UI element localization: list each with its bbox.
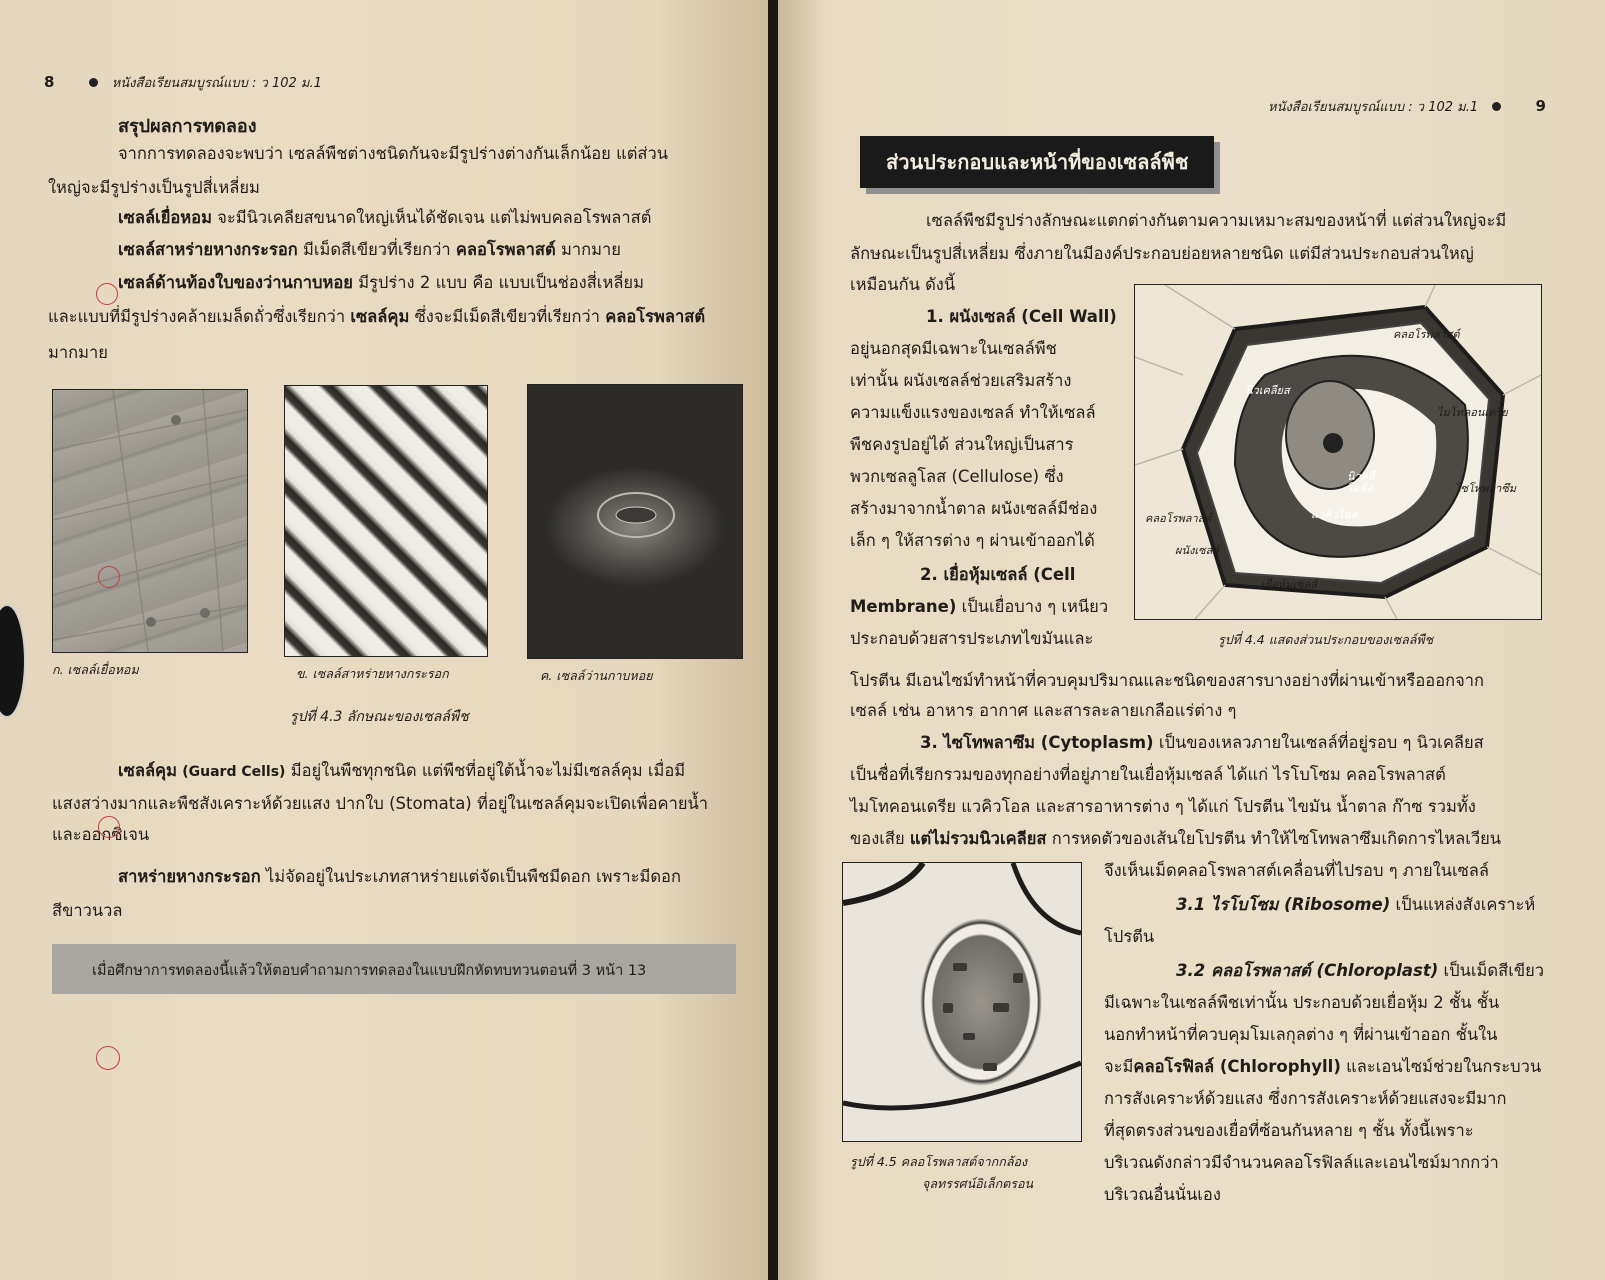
- hydrilla-text2: มากมาย: [560, 240, 621, 259]
- hydrilla-bold: เซลล์สาหร่ายหางกระรอก: [118, 240, 298, 259]
- membrane-line-1: [850, 590, 1108, 624]
- guard-bold: เซลล์คุม: [118, 761, 177, 780]
- guard-en: (Guard Cells): [182, 764, 286, 780]
- right-page: [778, 0, 1605, 1280]
- cell-wall-line: อยู่นอกสุดมีเฉพาะในเซลล์พืช: [850, 339, 1057, 358]
- cytoplasm-line: ไมโทคอนเดรีย แวคิวโอล และสารอาหารต่าง ๆ ได้แก่ โปรตีน ไขมัน น้ำตาล ก๊าซ รวมทั้ง: [850, 797, 1476, 816]
- section-title: ส่วนประกอบและหน้าที่ของเซลล์พืช: [860, 136, 1214, 188]
- chloroplast-more-line: ที่สุดตรงส่วนของเยื่อที่ซ้อนกันหลาย ๆ ชั้น ทั้งนี้เพราะ: [1104, 1121, 1474, 1140]
- algae-bold: สาหร่ายหางกระรอก: [118, 867, 261, 886]
- figure-4-3-title: รูปที่ 4.3 ลักษณะของเซลล์พืช: [290, 709, 469, 725]
- onion-paragraph: [118, 201, 651, 235]
- hydrilla-bold2: คลอโรพลาสต์: [455, 240, 556, 259]
- caption-hydrilla: ข. เซลล์สาหร่ายหางกระรอก: [296, 666, 449, 681]
- ribosome-heading: 3.1 ไรโบโซม (Ribosome): [1176, 895, 1391, 914]
- label-vacuole: แวคิวโอล: [1311, 508, 1358, 521]
- cell-wall-line: ความแข็งแรงของเซลล์ ทำให้เซลล์: [850, 403, 1096, 422]
- summary-heading: สรุปผลการทดลอง: [118, 116, 257, 137]
- membrane-line-3: โปรตีน มีเอนไซม์ทำหน้าที่ควบคุมปริมาณและชนิดของสารบางอย่างที่ผ่านเข้าหรือออกจาก: [850, 671, 1485, 690]
- figure-4-5-caption-1: รูปที่ 4.5 คลอโรพลาสต์จากกล้อง: [850, 1154, 1028, 1169]
- hydrilla-text: มีเม็ดสีเขียวที่เรียกว่า: [303, 240, 451, 259]
- cytoplasm-line-4: [850, 822, 1501, 856]
- summary-intro: จากการทดลองจะพบว่า เซลล์พืชต่างชนิดกันจะมีรูปร่างต่างกันเล็กน้อย แต่ส่วน: [118, 144, 669, 163]
- label-cell-membrane: เยื่อหุ้มเซลล์: [1261, 578, 1318, 591]
- guard-paragraph: [118, 754, 685, 789]
- cell-wall-line: พวกเซลลูโลส (Cellulose) ซึ่ง: [850, 467, 1064, 486]
- rhoeo-paragraph: [118, 266, 644, 300]
- label-nucleus: นิวเคลียส: [1245, 384, 1290, 397]
- onion-text: จะมีนิวเคลียสขนาดใหญ่เห็นได้ชัดเจน แต่ไม่พบคลอโรพลาสต์: [217, 208, 652, 227]
- cell-wall-line: เล็ก ๆ ให้สารต่าง ๆ ผ่านเข้าออกได้: [850, 531, 1095, 550]
- rhoeo-line2-c: ซึ่งจะมีเม็ดสีเขียวที่เรียกว่า: [414, 307, 600, 326]
- guard-text: มีอยู่ในพืชทุกชนิด แต่พืชที่อยู่ใต้น้ำจะไม่มีเซลล์คุม เมื่อมี: [290, 761, 686, 780]
- cell-diagram-drawing: [1135, 285, 1541, 619]
- left-header: [44, 72, 322, 93]
- right-page-number: 9: [1535, 97, 1546, 115]
- chloroplast-line-3: [1104, 1050, 1541, 1084]
- algae-text: ไม่จัดอยู่ในประเภทสาหร่ายแต่จัดเป็นพืชมีดอก เพราะมีดอก: [265, 867, 681, 886]
- hydrilla-cell-photo: [284, 385, 488, 657]
- chloroplast-micrograph: [842, 862, 1082, 1142]
- red-mark-circle: [98, 566, 120, 588]
- figure-4-4-caption: รูปที่ 4.4 แสดงส่วนประกอบของเซลล์พืช: [1218, 632, 1434, 647]
- guard-line3: และออกซิเจน: [52, 825, 150, 844]
- membrane-heading: 2. เยื่อหุ้มเซลล์ (Cell: [920, 565, 1076, 584]
- cytoplasm-line4-b: แต่ไม่รวมนิวเคลียส: [909, 829, 1047, 848]
- cytoplasm-line: เป็นชื่อที่เรียกรวมของทุกอย่างที่อยู่ภายในเยื่อหุ้มเซลล์ ได้แก่ ไรโบโซม คลอโรพลาสต์: [850, 765, 1446, 784]
- rhoeo-bold: เซลล์ด้านท้องใบของว่านกาบหอย: [118, 273, 353, 292]
- exercise-note-bar: [52, 944, 736, 994]
- membrane-line-2: ประกอบด้วยสารประเภทไขมันและ: [850, 629, 1094, 648]
- chloroplast-heading: 3.2 คลอโรพลาสต์ (Chloroplast): [1176, 961, 1439, 980]
- label-cell-wall: ผนังเซลล์: [1175, 544, 1220, 557]
- cytoplasm-heading: 3. ไซโทพลาซึม (Cytoplasm): [920, 733, 1154, 752]
- summary-intro-cont: ใหญ่จะมีรูปร่างเป็นรูปสี่เหลี่ยม: [48, 178, 260, 197]
- cell-diagram: [1134, 284, 1542, 620]
- cytoplasm-line4-c: การหดตัวของเส้นใยโปรตีน ทำให้ไซโทพลาซึมเกิดการไหลเวียน: [1051, 829, 1502, 848]
- ribosome-line2: โปรตีน: [1104, 927, 1155, 946]
- red-mark-circle: [98, 816, 120, 838]
- chloroplast-line3-a: จะมี: [1104, 1057, 1134, 1076]
- cytoplasm-text: เป็นของเหลวภายในเซลล์ที่อยู่รอบ ๆ นิวเคลียส: [1158, 733, 1484, 752]
- cell-wall-line: สร้างมาจากน้ำตาล ผนังเซลล์มีช่อง: [850, 499, 1098, 518]
- membrane-text1: เป็นเยื่อบาง ๆ เหนียว: [961, 597, 1109, 616]
- left-page-number: 8: [44, 73, 55, 91]
- caption-rhoeo: ค. เซลล์ว่านกาบหอย: [540, 668, 653, 683]
- cell-wall-line: พืชคงรูปอยู่ได้ ส่วนใหญ่เป็นสาร: [850, 435, 1074, 454]
- cell-wall-heading: 1. ผนังเซลล์ (Cell Wall): [926, 307, 1117, 326]
- right-header: [1268, 96, 1546, 117]
- cytoplasm-line-5: จึงเห็นเม็ดคลอโรพลาสต์เคลื่อนที่ไปรอบ ๆ ภายในเซลล์: [1104, 861, 1490, 880]
- red-mark-circle: [96, 1046, 120, 1070]
- chloroplast-text: เป็นเม็ดสีเขียว: [1443, 961, 1545, 980]
- chloroplast-line: นอกทำหน้าที่ควบคุมโมเลกุลต่าง ๆ ที่ผ่านเข้าออก ชั้นใน: [1104, 1025, 1498, 1044]
- rhoeo-text: มีรูปร่าง 2 แบบ คือ แบบเป็นช่องสี่เหลี่ยม: [358, 273, 644, 292]
- right-header-title: หนังสือเรียนสมบูรณ์แบบ : ว 102 ม.1: [1268, 100, 1479, 115]
- caption-onion: ก. เซลล์เยื่อหอม: [52, 662, 139, 677]
- binder-ring: [0, 604, 26, 718]
- hydrilla-paragraph: [118, 233, 621, 267]
- cytoplasm-line4-a: ของเสีย: [850, 829, 905, 848]
- intro-line-3: เหมือนกัน ดังนี้: [850, 275, 956, 294]
- chloroplast-more-line: การสังเคราะห์ด้วยแสง ซึ่งการสังเคราะห์ด้วยแสงจะมีมาก: [1104, 1089, 1507, 1108]
- algae-line2: สีขาวนวล: [52, 901, 123, 920]
- rhoeo-line2-b: เซลล์คุม: [350, 307, 410, 326]
- chloroplast-paragraph: [1176, 954, 1544, 988]
- bullet-icon: [1492, 102, 1501, 111]
- intro-line-2: ลักษณะเป็นรูปสี่เหลี่ยม ซึ่งภายในมีองค์ประกอบย่อยหลายชนิด แต่มีส่วนประกอบส่วนใหญ่: [850, 244, 1474, 263]
- rhoeo-line3: มากมาย: [48, 343, 108, 362]
- cell-wall-line: เท่านั้น ผนังเซลล์ช่วยเสริมสร้าง: [850, 371, 1072, 390]
- chloroplast-more-line: บริเวณอื่นนั่นเอง: [1104, 1185, 1221, 1204]
- left-page: [0, 0, 768, 1280]
- chloroplast-line3-b: คลอโรฟิลล์ (Chlorophyll): [1133, 1057, 1341, 1076]
- figure-4-5-caption-2: จุลทรรศน์อิเล็กตรอน: [922, 1176, 1034, 1191]
- ribosome-text: เป็นแหล่งสังเคราะห์: [1395, 895, 1536, 914]
- guard-line2: แสงสว่างมากและพืชสังเคราะห์ด้วยแสง ปากใบ (Stomata) ที่อยู่ในเซลล์คุมจะเปิดเพื่อคายน้ำ: [52, 794, 709, 813]
- left-header-title: หนังสือเรียนสมบูรณ์แบบ : ว 102 ม.1: [111, 76, 322, 91]
- intro-line-1: เซลล์พืชมีรูปร่างลักษณะแตกต่างกันตามความเหมาะสมของหน้าที่ แต่ส่วนใหญ่จะมี: [926, 211, 1507, 230]
- rhoeo-cell-photo: [527, 384, 743, 659]
- label-nucleolus: นิวคลี โอลัส: [1347, 470, 1375, 495]
- stomata-shape: [528, 385, 742, 658]
- rhoeo-line2: [48, 300, 705, 334]
- onion-bold: เซลล์เยื่อหอม: [118, 208, 212, 227]
- ribosome-paragraph: [1176, 888, 1535, 922]
- chloroplast-line3-c: และเอนไซม์ช่วยในกระบวน: [1346, 1057, 1542, 1076]
- algae-paragraph: [118, 860, 681, 894]
- micrograph-texture: [843, 863, 1081, 1141]
- bullet-icon: [89, 78, 98, 87]
- label-chloroplast-top: คลอโรพลาสต์: [1393, 328, 1460, 341]
- membrane-heading2: Membrane): [850, 597, 957, 616]
- cytoplasm-paragraph: [920, 726, 1484, 760]
- label-cytoplasm: ไซโทพลาซึม: [1455, 482, 1517, 495]
- chloroplast-more-line: บริเวณดังกล่าวมีจำนวนคลอโรฟิลล์และเอนไซม์มากกว่า: [1104, 1153, 1499, 1172]
- exercise-note: เมื่อศึกษาการทดลองนี้แล้วให้ตอบคำถามการทดลองในแบบฝึกหัดทบทวนตอนที่ 3 หน้า 13: [92, 963, 647, 979]
- label-mitochondria: ไมโทคอนเดรีย: [1437, 406, 1508, 419]
- onion-cell-lines: [53, 390, 247, 652]
- rhoeo-line2-a: และแบบที่มีรูปร่างคล้ายเมล็ดถั่วซึ่งเรียกว่า: [48, 307, 346, 326]
- chloroplast-line: มีเฉพาะในเซลล์พืชเท่านั้น ประกอบด้วยเยื่อหุ้ม 2 ชั้น ชั้น: [1104, 993, 1500, 1012]
- red-mark-circle: [96, 283, 118, 305]
- label-chloroplast-left: คลอโรพลาสต์: [1145, 512, 1212, 525]
- rhoeo-line2-d: คลอโรพลาสต์: [605, 307, 706, 326]
- membrane-line-4: เซลล์ เช่น อาหาร อากาศ และสารละลายเกลือแร่ต่าง ๆ: [850, 701, 1237, 720]
- onion-cell-photo: [52, 389, 248, 653]
